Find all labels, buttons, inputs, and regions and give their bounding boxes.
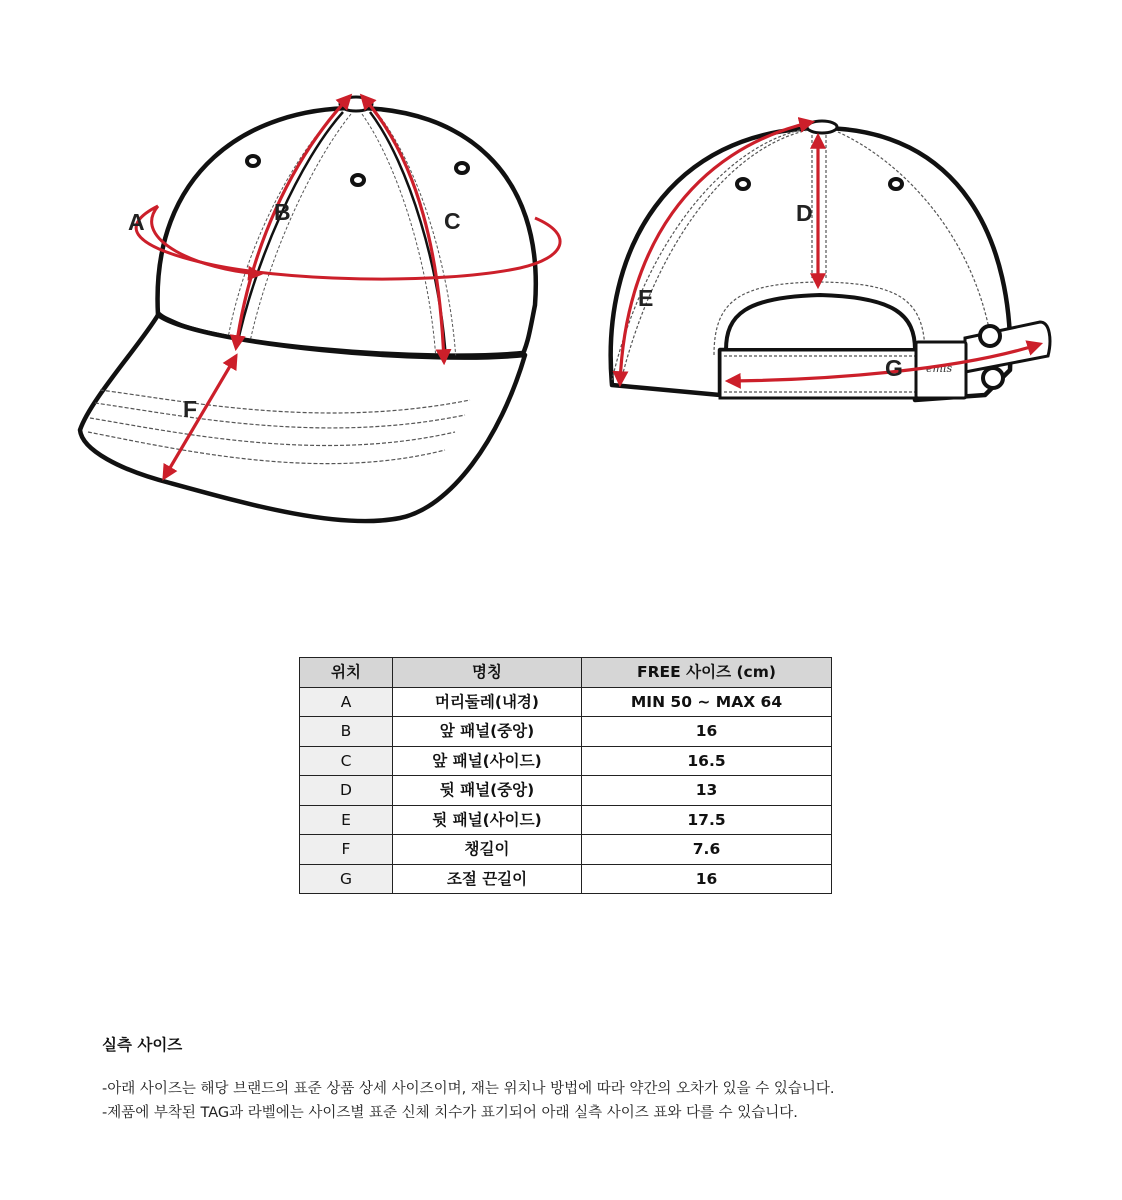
note-line: -아래 사이즈는 해당 브랜드의 표준 상품 상세 사이즈이며, 재는 위치나 방법에 따라 약간의 오차가 있을 수 있습니다. (102, 1081, 835, 1097)
cell-size: MIN 50 ~ MAX 64 (582, 687, 832, 717)
cell-name: 머리둘레(내경) (393, 687, 582, 717)
cell-size: 7.6 (582, 835, 832, 865)
cell-size: 16 (582, 717, 832, 747)
table-row (300, 835, 832, 865)
cell-position: C (300, 746, 393, 776)
note-line: -제품에 부착된 TAG과 라벨에는 사이즈별 표준 신체 치수가 표기되어 아래 실측 사이즈 표와 다를 수 있습니다. (102, 1105, 798, 1121)
cell-name: 챙길이 (393, 835, 582, 865)
cell-size: 16.5 (582, 746, 832, 776)
back-strap-snap-top (980, 326, 1000, 346)
table-row (300, 746, 832, 776)
size-table-header-row (300, 658, 832, 688)
cell-position: D (300, 776, 393, 806)
cell-name: 뒷 패널(중앙) (393, 776, 582, 806)
cell-name: 앞 패널(중앙) (393, 717, 582, 747)
table-row (300, 805, 832, 835)
label-d: D (796, 200, 813, 226)
cell-position: E (300, 805, 393, 835)
table-row (300, 687, 832, 717)
label-b: B (274, 199, 291, 225)
cell-name: 앞 패널(사이드) (393, 746, 582, 776)
header-free-size: FREE 사이즈 (cm) (582, 658, 832, 688)
table-row (300, 776, 832, 806)
cell-size: 17.5 (582, 805, 832, 835)
front-eyelet-left (247, 156, 259, 166)
size-table (299, 657, 832, 894)
header-position: 위치 (300, 658, 393, 688)
header-name: 명칭 (393, 658, 582, 688)
front-crown-outline (158, 108, 536, 360)
label-f: F (183, 396, 198, 422)
cell-position: G (300, 864, 393, 894)
back-eyelet-left (737, 179, 749, 189)
front-eyelet-right (456, 163, 468, 173)
cell-position: F (300, 835, 393, 865)
measurement-notes (102, 1033, 835, 1125)
cell-position: B (300, 717, 393, 747)
cell-position: A (300, 687, 393, 717)
back-strap-snap-bottom (983, 368, 1003, 388)
back-eyelet-right (890, 179, 902, 189)
label-e: E (638, 285, 654, 311)
label-c: C (444, 208, 461, 234)
front-eyelet-center (352, 175, 364, 185)
table-row (300, 864, 832, 894)
notes-title: 실측 사이즈 (102, 1036, 183, 1054)
strap-logo: emis (926, 362, 953, 375)
table-row (300, 717, 832, 747)
cell-size: 16 (582, 864, 832, 894)
cell-name: 뒷 패널(사이드) (393, 805, 582, 835)
label-a: A (128, 209, 145, 235)
cap-front-view (80, 97, 536, 521)
cell-size: 13 (582, 776, 832, 806)
cell-name: 조절 끈길이 (393, 864, 582, 894)
label-g: G (885, 355, 903, 381)
